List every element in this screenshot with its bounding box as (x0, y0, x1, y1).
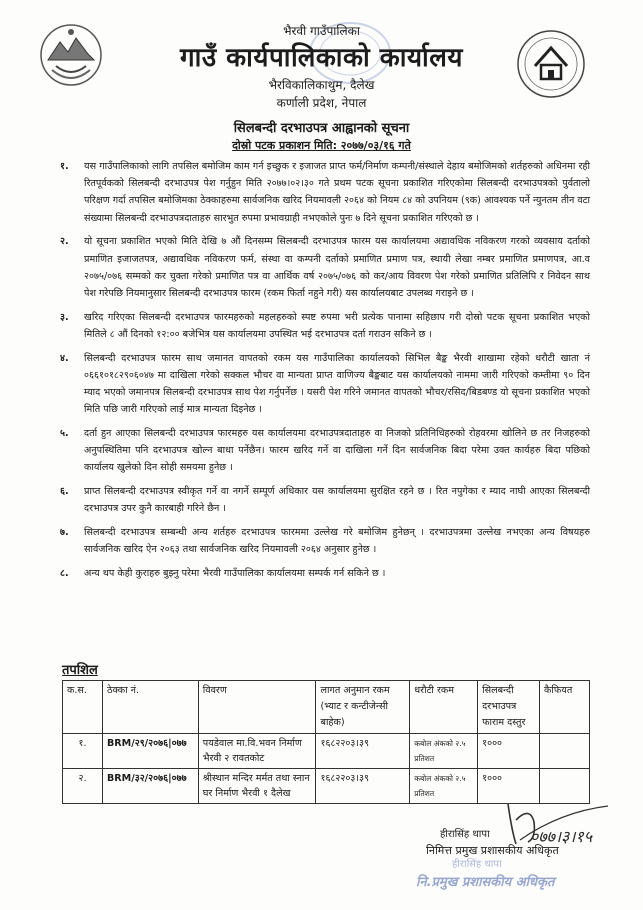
official-stamp: नि.प्रमुख प्रशासकीय अधिकृत (416, 875, 555, 890)
list-item (60, 233, 590, 302)
item-text: यो सूचना प्रकाशित भएको मिति देखि ७ औं दिनसम्म सिलबन्दी दरभाउपत्र फारम यस कार्यालयमा अद्यावधिक नविकरण गरको व्यवसाय दर्ताको प्रमाणित इजाजतपत्र, अद्यावधिक नविकरण फर्म, संस्था वा कम्पनी दर्ताको प्रमाणित प्रमाण पत्र, स्थायी लेखा नम्बर प्रमाणित प्रमाणपत्र, आ.व २०७५/०७६ सम्मको कर चुक्ता गरेको प्रमाणित पत्र वा आर्थिक वर्ष २०७५/०७६ को कर/आय विवरण पेश गरेको प्रमाणित प्रतिलिपि र निवेदन साथ पेश गरेपछि नियमानुसार सिलबन्दी दरभाउपत्र फारम (रकम फिर्ता नहुने गरी) यस कार्यालयबाट उपलब्ध गराइने छ । (84, 236, 590, 299)
publish-date: दोस्रो पटक प्रकाशन मिति: २०७७/०३/१६ गते (232, 139, 411, 152)
cell-remarks (540, 734, 590, 769)
schedule-heading: तपशिल (62, 663, 98, 678)
cell-cost: १६८२२०३।३९ (316, 734, 410, 769)
column-header: कैफियत (540, 681, 590, 734)
province-line: कर्णाली प्रदेश, नेपाल (276, 96, 367, 110)
item-number: १. (60, 161, 69, 172)
conditions-list (60, 158, 590, 588)
cell-deposit: कबोल अंकको २.५ प्रतिशत (410, 769, 478, 804)
column-header: सिलबन्दी दरभाउपत्र फाराम दस्तुर (478, 681, 540, 734)
item-text: दर्ता हुन आएका सिलबन्दी दरभाउपत्र फारमहरु यस कार्यालयमा दरभाउपत्रदाताहरु वा निजको प्रतिनिधिहरुको रोहवरमा खोलिने छ तर निजहरुको अनुपस्थितिमा पनि दरभाउपत्र खोल्न बाधा पर्नेछैन। फारम खरिद गर्ने वा दाखिला गर्ने दिन सार्वजनिक बिदा परेमा उक्त कार्यहरु बिदा पछिको कार्यालय खुलेको दिन सोही समयमा हुनेछ । (84, 427, 590, 474)
cell-contract: BRM/३२/२०७६|०७७ (102, 769, 198, 804)
cell-description: श्रीस्थान मन्दिर मर्मत तथा स्नान घर निर्माण भैरवी १ दैलेख (198, 769, 316, 804)
cell-deposit: कबोल अंकको २.५ प्रतिशत (410, 734, 478, 769)
item-text: खरिद गरिएका सिलबन्दी दरभाउपत्र फारमहरुको महलहरुको स्पष्ट रुपमा भरी प्रत्येक पानामा सहिछाप गरी दोस्रो पटक सूचना प्रकाशित भएको मितिले ८ औं दिनको १२:०० बजेभित्र यस कार्यालयमा उपस्थित भई दरभाउपत्र दर्ता गराउन सकिने छ । (84, 311, 590, 340)
cell-contract: BRM/२९/२०७६|०७७ (102, 734, 198, 769)
item-text: प्राप्त सिलबन्दी दरभाउपत्र स्वीकृत गर्ने वा नगर्ने सम्पूर्ण अधिकार यस कार्यालयमा सुरक्षित रहने छ । रित नपुगेका र म्याद नाघी आएका सिलबन्दी दरभाउपत्र उपर कुनै कारबाही गरिने छैन । (84, 485, 590, 515)
signatory-role: निमित्त प्रमुख प्रशासकीय अधिकृत (426, 844, 559, 857)
item-text: अन्य थप केही कुराहरु बुझ्नु परेमा भैरवी गाउँपालिका कार्यालयमा सम्पर्क गर्न सकिने छ । (84, 567, 386, 579)
item-number: ३. (60, 311, 69, 323)
signatory-name: हीरासिंह थापा (440, 829, 490, 840)
item-number: ६. (60, 485, 69, 497)
list-item (60, 158, 590, 227)
item-number: ८. (60, 567, 69, 579)
cell-sn: १. (63, 734, 103, 769)
list-item (60, 565, 590, 582)
list-item (60, 425, 590, 477)
item-number: ७. (60, 526, 69, 538)
office-title: गाउँ कार्यपालिकाको कार्यालय (180, 43, 463, 73)
list-item (60, 350, 590, 419)
municipality-name: भैरवी गाउँपालिका (283, 24, 360, 38)
table-header-row (63, 681, 590, 734)
item-number: २. (60, 236, 69, 248)
item-text: यस गाउँपालिकाको लागि तपसिल बमोजिम काम गर्न इच्छुक र इजाजत प्राप्त फर्म/निर्माण कम्पनी/संस्थाले देहाय बमोजिमको शर्तहरुको अधिनमा रही रितपूर्वकको सिलबन्दी दरभाउपत्र पेश गर्नुहुन मिति २०७७।०२।३० गते प्रथम पटक सूचना प्रकाशित गरिएकोमा सिलबन्दी दरभाउपत्रको पुर्वतालो परिक्षण गर्दा तपसिल बमोजिमका ठेक्काहरुमा सार्वजनिक खरिद नियमावली २०६४ को नियम ८४ को उपनियम (९क) आवश्यक पर्ने न्युनतम तीन वटा संख्यामा सिलबन्दी दरभाउपत्रदाताहरु सारभुत रुपमा प्रभावग्राही नभएकोले पुनः ७ दिने सूचना प्रकाशित गरिएको छ । (84, 161, 590, 224)
list-item (60, 524, 590, 558)
item-text: सिलबन्दी दरभाउपत्र फारम साथ जमानत वापतको रकम यस गाउँपालिका कार्यालयको सिभिल बैङ्क भैरवी शाखामा रहेको धरौटी खाता नं ०६६१०१८२९०६०४७ मा दाखिला गरेको सक्कल भौचर वा मान्यता प्राप्त वाणिज्य बैङ्कबाट यस कार्यालयको नाममा जारी गरिएको कम्तीमा ९० दिन म्याद भएको जमानपत्र सिलबन्दी दरभाउपत्र साथ पेश गर्नुपर्नेछ । यसरी पेश गरिने जमानत वापतको भौचर/रसिद/बिडबण्ड यो सूचना प्रकाशित भएको मिति पछि जारी गरिएको लाई मात्र मान्यता दिइनेछ । (84, 352, 590, 416)
item-number: ५. (60, 427, 69, 439)
column-header: क.स. (63, 681, 103, 734)
list-item (60, 483, 590, 517)
list-item (60, 309, 590, 343)
stamp-name: हीरासिंह थापा (452, 859, 502, 870)
cell-sn: २. (63, 769, 103, 804)
item-text: सिलबन्दी दरभाउपत्र सम्बन्धी अन्य शर्तहरु दरभाउपत्र फारममा उल्लेख गरे बमोजिम हुनेछन् । दरभाउपत्रमा उल्लेख नभएका अन्य विषयहरु सार्वजनिक खरिद ऐन २०६३ तथा सार्वजनिक खरिद नियमावली २०६४ अनुसार हुनेछ । (84, 526, 590, 556)
cell-description: पयडेवाल मा.वि.भवन निर्माण भैरवी २ रावतकोट (198, 734, 316, 769)
table-row (63, 734, 590, 769)
item-number: ४. (60, 352, 69, 364)
column-header: धरौटी रकम (410, 681, 478, 734)
column-header: लागत अनुमान रकम (भ्याट र कन्टीजेन्सी बाहेक) (316, 681, 410, 734)
handwritten-date: ०७७।३।१५ (530, 827, 593, 846)
cell-cost: १६८२२०३।३९ (316, 769, 410, 804)
cell-fee: १००० (478, 734, 540, 769)
column-header: ठेक्का नं. (102, 681, 198, 734)
notice-title: सिलबन्दी दरभाउपत्र आह्वानको सूचना (233, 121, 410, 136)
column-header: विवरण (198, 681, 316, 734)
office-address: भैरविकालिकाथुम, दैलेख (268, 78, 375, 92)
cell-fee: १००० (478, 769, 540, 804)
schedule-table (62, 680, 590, 804)
